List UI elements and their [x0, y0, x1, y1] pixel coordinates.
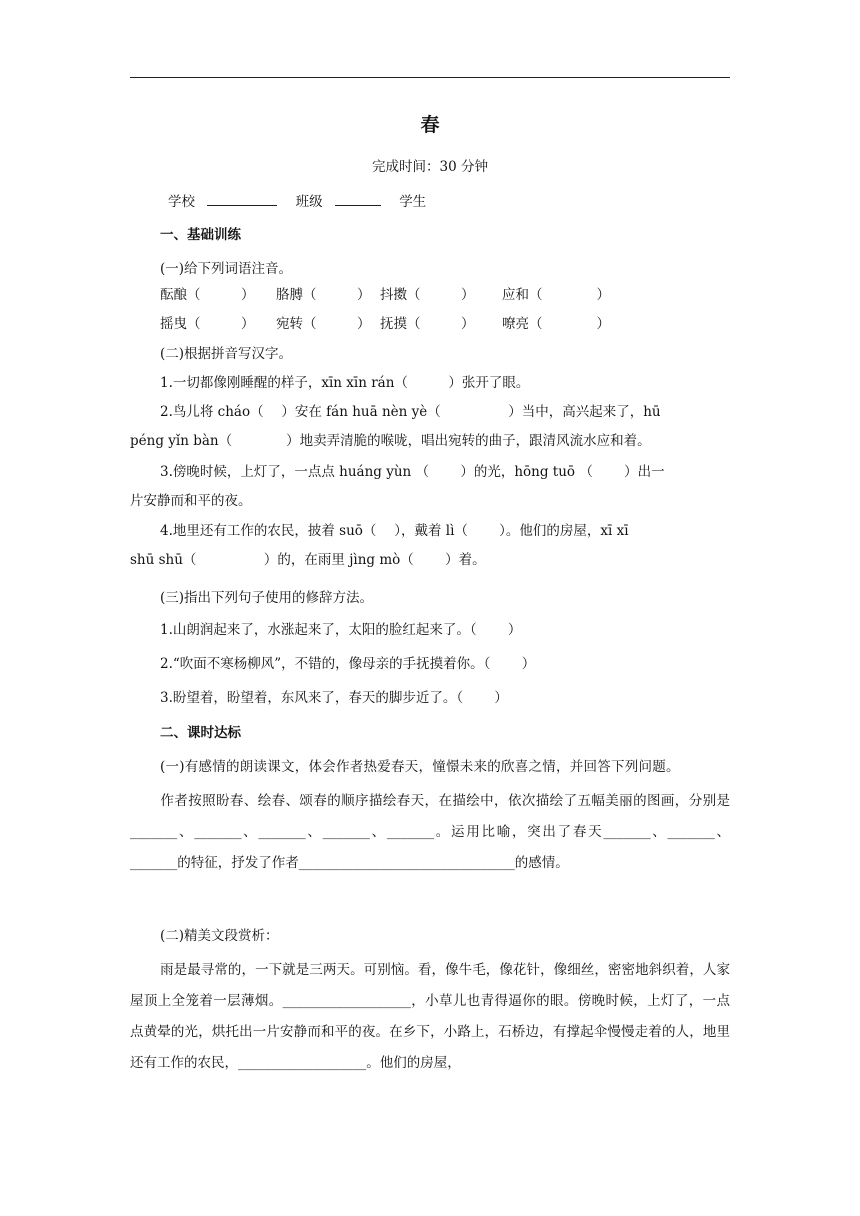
word-item: 抚摸（ ） — [380, 316, 475, 332]
school-blank[interactable] — [207, 191, 277, 206]
s2-q1-paragraph — [130, 786, 730, 879]
word-item: 应和（ ） — [502, 287, 610, 303]
q2-heading: (二)根据拼音写汉字。 — [160, 346, 293, 362]
word-item: 宛转（ ） — [276, 316, 371, 332]
page-title: 春 — [420, 114, 440, 136]
section-2-heading: 二、课时达标 — [160, 725, 241, 741]
s2-q1-heading: (一)有感情的朗读课文，体会作者热爱春天，憧憬未来的欣喜之情，并回答下列问题。 — [160, 759, 680, 775]
q3-line: 1.山朗润起来了，水涨起来了，太阳的脸红起来了。（ ） — [160, 622, 522, 638]
class-blank[interactable] — [335, 191, 381, 206]
q3-heading: (三)指出下列句子使用的修辞方法。 — [160, 590, 374, 606]
school-label: 学校 — [168, 194, 195, 210]
class-label: 班级 — [295, 194, 323, 210]
s2-q1-text: 作者按照盼春、绘春、颂春的顺序描绘春天，在描绘中，依次描绘了五幅美丽的图画，分别是_______、_______、_______、_______、_______。运用比喻，突出了春天_______、_______、_______的特征，抒发了作者________________________________的感情。 — [130, 793, 730, 871]
q2-line: 片安静而和平的夜。 — [130, 493, 252, 509]
student-info — [168, 191, 426, 211]
s2-q2-paragraph — [130, 955, 730, 1079]
word-item: 摇曳（ ） — [160, 316, 255, 332]
q2-line: péng yǐn bàn（ ）地卖弄清脆的喉咙，唱出宛转的曲子，跟清风流水应和着。 — [130, 433, 651, 449]
q2-line: 1.一切都像刚睡醒的样子，xīn xīn rán（ ）张开了眼。 — [160, 375, 530, 391]
q2-line: 4.地里还有工作的农民，披着 suō（ ），戴着 lì（ ）。他们的房屋，xī xī — [160, 523, 629, 539]
q2-line: shū shū（ ）的，在雨里 jìng mò（ ）着。 — [130, 552, 486, 568]
q2-line: 3.傍晚时候，上灯了，一点点 huáng yùn （ ）的光，hōng tuō （ ）出一 — [160, 464, 665, 480]
s2-q2-heading: (二)精美文段赏析： — [160, 928, 279, 944]
q1-heading: (一)给下列词语注音。 — [160, 261, 293, 277]
s2-q2-text: 雨是最寻常的，一下就是三两天。可别恼。看，像牛毛，像花针，像细丝，密密地斜织着，人家屋顶上全笼着一层薄烟。___________________，小草儿也青得逼你的眼。傍晚时候，上灯了，一点点黄晕的光，烘托出一片安静而和平的夜。在乡下，小路上，石桥边，有撑起伞慢慢走着的人，地里还有工作的农民，___________________。他们的房屋， — [130, 962, 730, 1071]
student-label: 学生 — [399, 194, 427, 210]
section-1-heading: 一、基础训练 — [160, 227, 241, 243]
word-item: 嘹亮（ ） — [502, 316, 610, 332]
word-item: 酝酿（ ） — [160, 287, 255, 303]
q2-line: 2.鸟儿将 cháo（ ）安在 fán huā nèn yè（ ）当中，高兴起来了，hū — [160, 404, 661, 420]
q3-line: 2.“吹面不寒杨柳风”，不错的，像母亲的手抚摸着你。（ ） — [160, 656, 536, 672]
word-item: 胳膊（ ） — [276, 287, 371, 303]
q3-line: 3.盼望着，盼望着，东风来了，春天的脚步近了。（ ） — [160, 690, 508, 706]
header-rule — [130, 77, 730, 78]
word-item: 抖擞（ ） — [380, 287, 475, 303]
time-limit: 完成时间：30 分钟 — [372, 159, 488, 175]
